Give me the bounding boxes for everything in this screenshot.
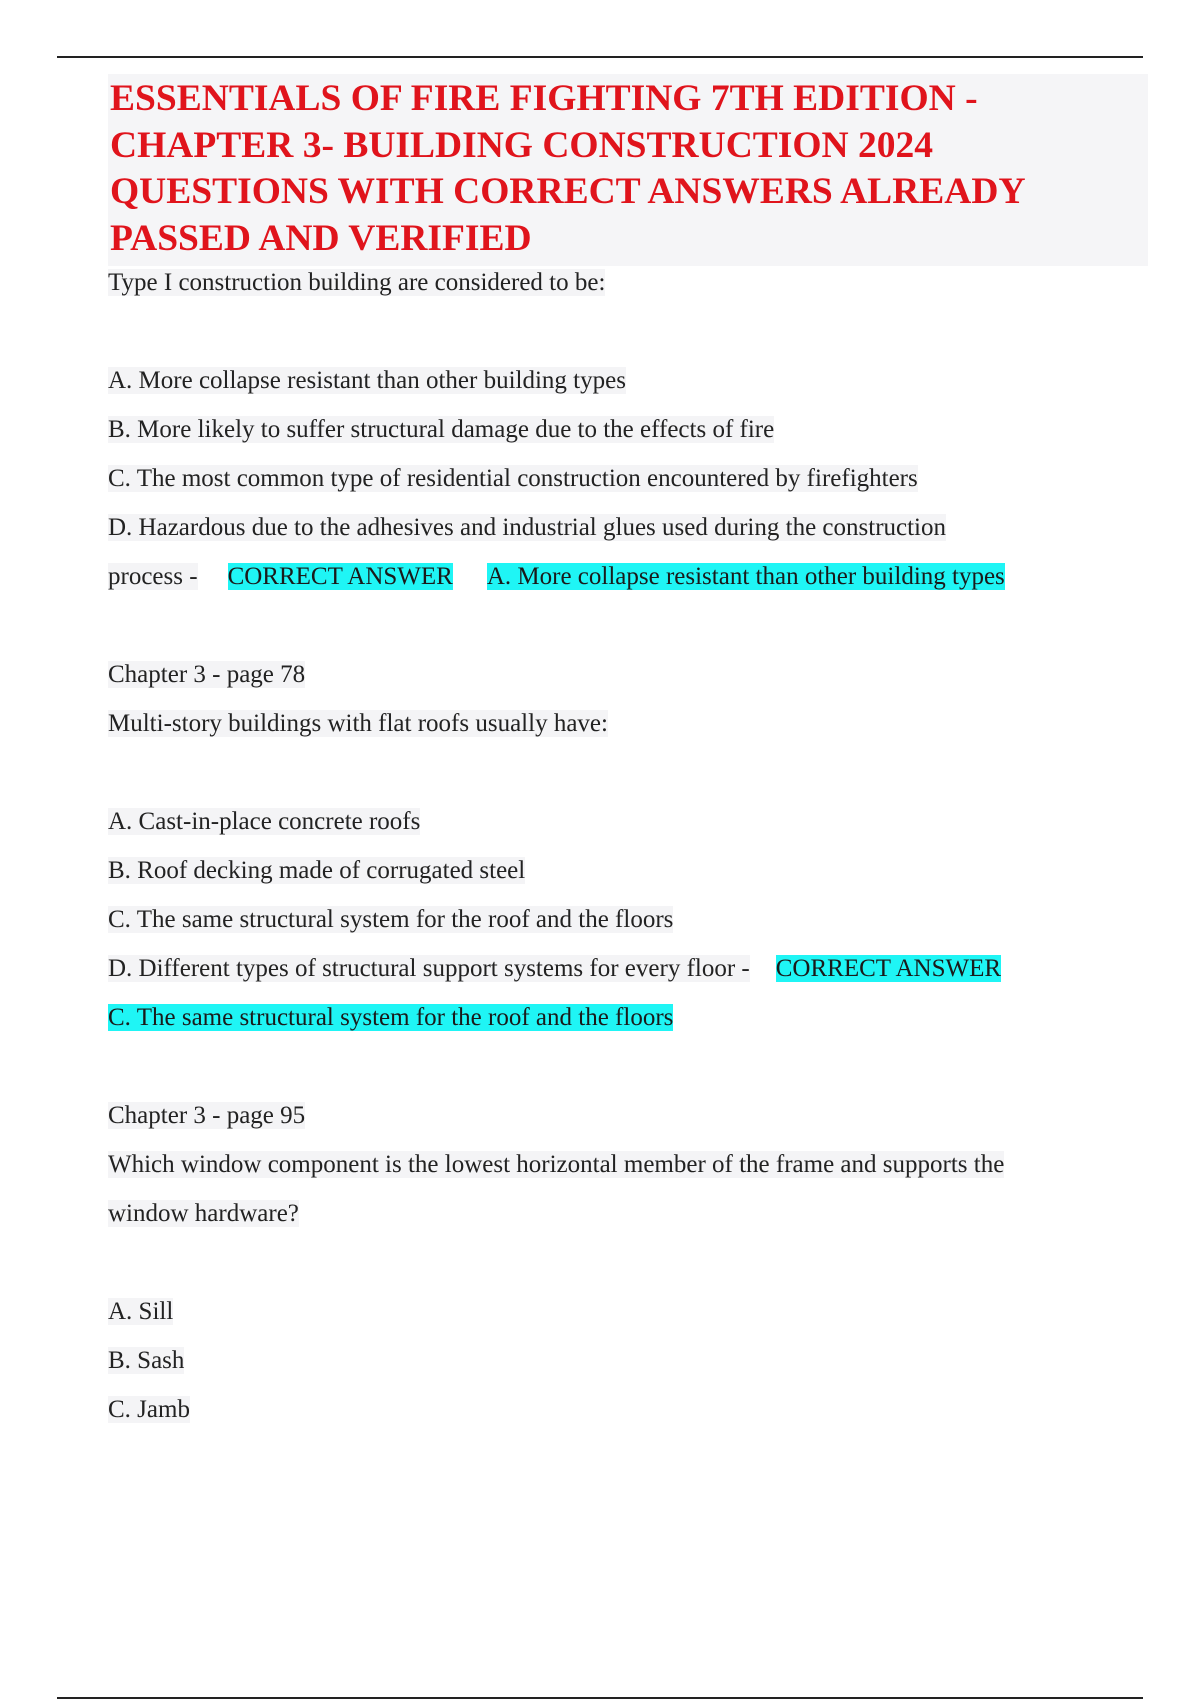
reference-text: Chapter 3 - page 95 <box>108 1102 306 1129</box>
spacer <box>108 1238 1128 1287</box>
reference-text: Chapter 3 - page 78 <box>108 661 306 688</box>
answer-line <box>108 552 1128 601</box>
option <box>108 797 1128 846</box>
spacer <box>108 1042 1128 1091</box>
option-text: B. More likely to suffer structural damage due to the effects of fire <box>108 416 775 443</box>
option <box>108 356 1128 405</box>
correct-answer: A. More collapse resistant than other building types <box>486 563 1005 590</box>
title-block <box>108 74 1148 266</box>
title-line: QUESTIONS WITH CORRECT ANSWERS ALREADY <box>110 171 1026 212</box>
correct-answer-label: CORRECT ANSWER <box>227 563 453 590</box>
option-text: A. Sill <box>108 1298 174 1325</box>
spacer <box>108 748 1128 797</box>
correct-answer: C. The same structural system for the roof and the floors <box>108 1004 674 1031</box>
question-text: window hardware? <box>108 1200 299 1227</box>
question-3-continued <box>108 1189 1128 1238</box>
answer-line <box>108 993 1128 1042</box>
spacer <box>108 307 1128 356</box>
option-text: C. The same structural system for the roof and the floors <box>108 906 674 933</box>
title-line: PASSED AND VERIFIED <box>110 217 532 259</box>
bottom-rule <box>57 1697 1143 1699</box>
option <box>108 1287 1128 1336</box>
title-line: CHAPTER 3- BUILDING CONSTRUCTION 2024 <box>110 124 934 166</box>
option <box>108 944 1128 993</box>
option-text: B. Sash <box>108 1347 185 1374</box>
page-reference <box>108 1091 1128 1140</box>
option-text: B. Roof decking made of corrugated steel <box>108 857 526 884</box>
option <box>108 846 1128 895</box>
option <box>108 454 1128 503</box>
option <box>108 1385 1128 1434</box>
option <box>108 895 1128 944</box>
option <box>108 405 1128 454</box>
option-text: D. Different types of structural support systems for every floor - <box>108 955 750 982</box>
option-text: A. Cast-in-place concrete roofs <box>108 808 421 835</box>
option-text: A. More collapse resistant than other building types <box>108 367 626 394</box>
option-text: D. Hazardous due to the adhesives and industrial glues used during the construction <box>108 514 947 541</box>
page-reference <box>108 650 1128 699</box>
question-1 <box>108 258 1128 307</box>
option <box>108 1336 1128 1385</box>
title-line: ESSENTIALS OF FIRE FIGHTING 7TH EDITION - <box>110 78 978 119</box>
option-continuation: process - <box>108 563 198 590</box>
option <box>108 503 1128 552</box>
question-text: Type I construction building are considered to be: <box>108 269 606 296</box>
question-3 <box>108 1140 1128 1189</box>
document-title <box>110 76 1148 262</box>
spacer <box>108 601 1128 650</box>
question-2 <box>108 699 1128 748</box>
option-text: C. The most common type of residential construction encountered by firefighters <box>108 465 918 492</box>
option-text: C. Jamb <box>108 1396 190 1423</box>
document-body <box>108 74 1128 1434</box>
question-text: Which window component is the lowest horizontal member of the frame and supports the <box>108 1151 1005 1178</box>
correct-answer-label: CORRECT ANSWER <box>775 955 1002 982</box>
question-text: Multi-story buildings with flat roofs usually have: <box>108 710 608 737</box>
top-rule <box>57 56 1143 58</box>
